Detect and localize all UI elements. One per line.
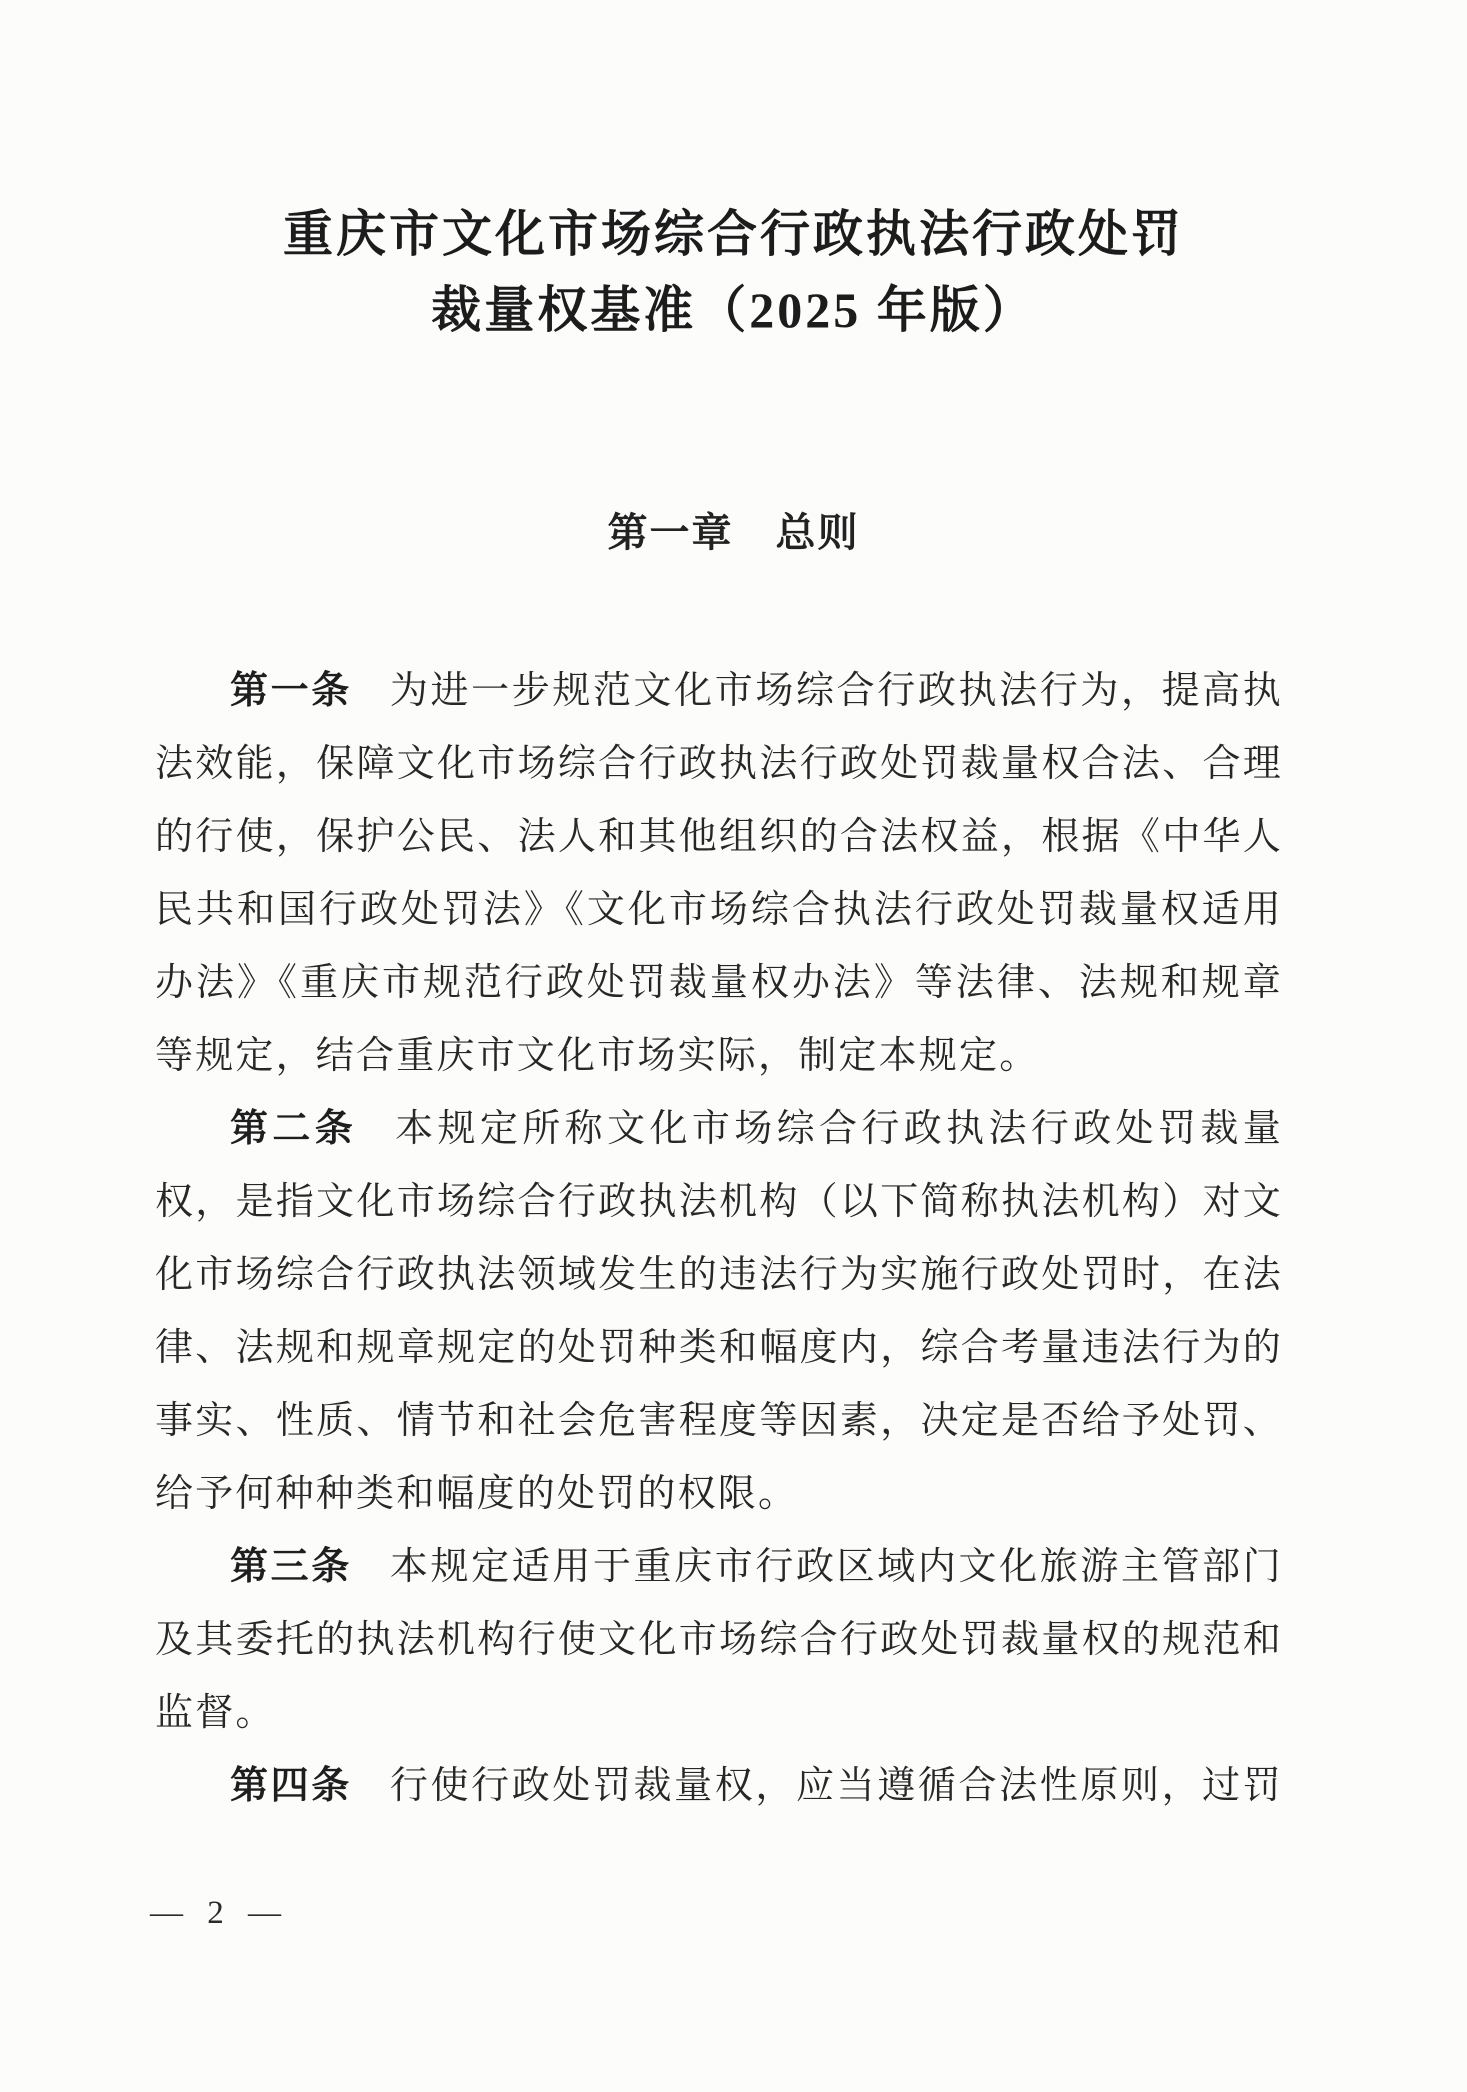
body-line: 给予何种种类和幅度的处罚的权限。	[155, 1473, 799, 1515]
body-line: 化市场综合行政执法领域发生的违法行为实施行政处罚时，在法	[155, 1254, 1283, 1296]
body-line: 权，是指文化市场综合行政执法机构（以下简称执法机构）对文	[155, 1181, 1283, 1223]
chapter-heading: 第一章 总则	[607, 510, 860, 555]
article-start-line: 第四条 行使行政处罚裁量权，应当遵循合法性原则，过罚	[230, 1765, 1283, 1807]
article-start-line: 第三条 本规定适用于重庆市行政区域内文化旅游主管部门	[230, 1546, 1283, 1588]
article-start-line: 第一条 为进一步规范文化市场综合行政执法行为，提高执	[230, 670, 1283, 712]
body-line: 监督。	[155, 1692, 276, 1734]
body-line: 法效能，保障文化市场综合行政执法行政处罚裁量权合法、合理	[155, 743, 1283, 785]
article-number: 第一条	[230, 670, 352, 712]
body-line: 的行使，保护公民、法人和其他组织的合法权益，根据《中华人	[155, 816, 1283, 858]
document-body	[155, 655, 1283, 1823]
body-line: 民共和国行政处罚法》《文化市场综合执法行政处罚裁量权适用	[155, 889, 1283, 931]
body-line: 及其委托的执法机构行使文化市场综合行政处罚裁量权的规范和	[155, 1619, 1283, 1661]
title-line-1: 重庆市文化市场综合行政执法行政处罚	[283, 206, 1184, 262]
title-line-2: 裁量权基准（2025 年版）	[431, 282, 1036, 338]
article-number: 第三条	[230, 1546, 352, 1588]
body-line: 事实、性质、情节和社会危害程度等因素，决定是否给予处罚、	[155, 1400, 1283, 1442]
body-line: 等规定，结合重庆市文化市场实际，制定本规定。	[155, 1035, 1040, 1077]
article-number: 第四条	[230, 1765, 352, 1807]
document-title	[0, 196, 1467, 348]
article-start-line: 第二条 本规定所称文化市场综合行政执法行政处罚裁量	[230, 1108, 1283, 1150]
body-line: 办法》《重庆市规范行政处罚裁量权办法》等法律、法规和规章	[155, 962, 1283, 1004]
page-number: — 2 —	[150, 1895, 289, 1931]
body-line: 律、法规和规章规定的处罚种类和幅度内，综合考量违法行为的	[155, 1327, 1283, 1369]
article-number: 第二条	[230, 1108, 358, 1150]
